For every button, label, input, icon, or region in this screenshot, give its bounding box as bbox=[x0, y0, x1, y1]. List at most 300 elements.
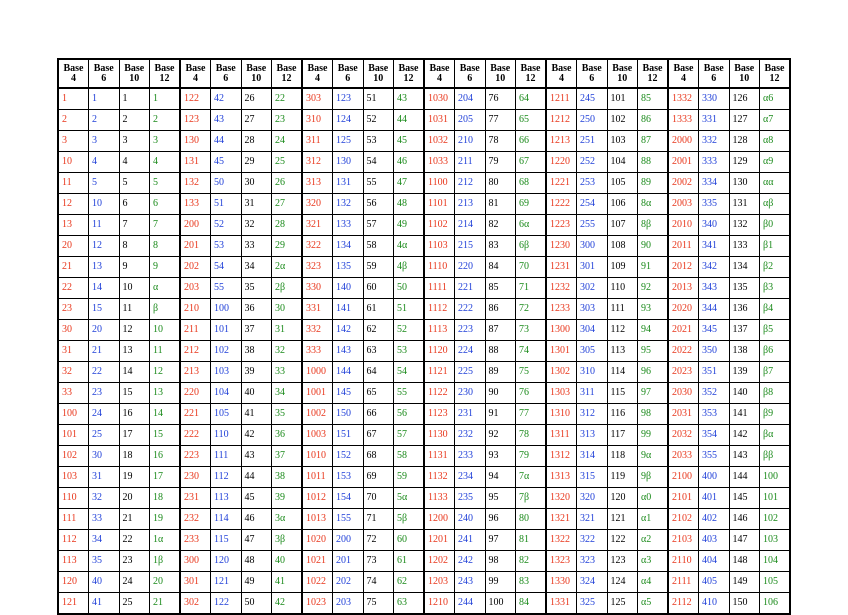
cell-base12: 101 bbox=[760, 488, 791, 509]
cell-base10: 16 bbox=[119, 404, 150, 425]
cell-base4: 2022 bbox=[668, 341, 699, 362]
cell-base12: 97 bbox=[638, 383, 669, 404]
cell-base10: 112 bbox=[607, 320, 638, 341]
cell-base4: 1313 bbox=[546, 467, 577, 488]
cell-base4: 1123 bbox=[424, 404, 455, 425]
table-row bbox=[58, 446, 790, 467]
cell-base10: 56 bbox=[363, 194, 394, 215]
cell-base6: 143 bbox=[333, 341, 364, 362]
cell-base10: 130 bbox=[729, 173, 760, 194]
cell-base4: 113 bbox=[58, 551, 89, 572]
cell-base4: 1122 bbox=[424, 383, 455, 404]
cell-base12: α2 bbox=[638, 530, 669, 551]
cell-base12: 71 bbox=[516, 278, 547, 299]
cell-base4: 1312 bbox=[546, 446, 577, 467]
cell-base12: 103 bbox=[760, 530, 791, 551]
cell-base4: 331 bbox=[302, 299, 333, 320]
cell-base12: 25 bbox=[272, 152, 303, 173]
cell-base6: 322 bbox=[577, 530, 608, 551]
cell-base4: 2012 bbox=[668, 257, 699, 278]
cell-base4: 1103 bbox=[424, 236, 455, 257]
cell-base6: 211 bbox=[455, 152, 486, 173]
table-row bbox=[58, 194, 790, 215]
cell-base4: 2002 bbox=[668, 173, 699, 194]
cell-base12: α9 bbox=[760, 152, 791, 173]
cell-base6: 201 bbox=[333, 551, 364, 572]
cell-base12: 90 bbox=[638, 236, 669, 257]
cell-base6: 335 bbox=[699, 194, 730, 215]
cell-base4: 111 bbox=[58, 509, 89, 530]
column-header-base-12 bbox=[394, 59, 425, 88]
cell-base10: 89 bbox=[485, 362, 516, 383]
cell-base10: 60 bbox=[363, 278, 394, 299]
header-base-number: 6 bbox=[101, 73, 107, 84]
header-base-number: 12 bbox=[159, 73, 170, 84]
cell-base4: 123 bbox=[180, 110, 211, 131]
cell-base10: 91 bbox=[485, 404, 516, 425]
cell-base6: 230 bbox=[455, 383, 486, 404]
cell-base10: 99 bbox=[485, 572, 516, 593]
table-row bbox=[58, 131, 790, 152]
cell-base6: 323 bbox=[577, 551, 608, 572]
cell-base4: 1232 bbox=[546, 278, 577, 299]
cell-base12: 2α bbox=[272, 257, 303, 278]
header-word: Base bbox=[520, 63, 541, 74]
cell-base4: 312 bbox=[302, 152, 333, 173]
cell-base12: 64 bbox=[516, 88, 547, 110]
table-row bbox=[58, 593, 790, 615]
cell-base10: 68 bbox=[363, 446, 394, 467]
cell-base4: 2031 bbox=[668, 404, 699, 425]
cell-base6: 100 bbox=[211, 299, 242, 320]
cell-base4: 1222 bbox=[546, 194, 577, 215]
cell-base4: 20 bbox=[58, 236, 89, 257]
cell-base4: 132 bbox=[180, 173, 211, 194]
table-row bbox=[58, 383, 790, 404]
header-word: Base bbox=[368, 63, 389, 74]
cell-base4: 2011 bbox=[668, 236, 699, 257]
cell-base6: 140 bbox=[333, 278, 364, 299]
cell-base6: 312 bbox=[577, 404, 608, 425]
cell-base12: 44 bbox=[394, 110, 425, 131]
column-header-base-12 bbox=[150, 59, 181, 88]
cell-base10: 51 bbox=[363, 88, 394, 110]
table-row bbox=[58, 551, 790, 572]
cell-base12: 12 bbox=[150, 362, 181, 383]
column-header-base-10 bbox=[241, 59, 272, 88]
cell-base12: β3 bbox=[760, 278, 791, 299]
table-row bbox=[58, 425, 790, 446]
cell-base4: 2000 bbox=[668, 131, 699, 152]
cell-base6: 311 bbox=[577, 383, 608, 404]
cell-base10: 61 bbox=[363, 299, 394, 320]
cell-base4: 1231 bbox=[546, 257, 577, 278]
cell-base10: 12 bbox=[119, 320, 150, 341]
cell-base4: 11 bbox=[58, 173, 89, 194]
cell-base4: 2013 bbox=[668, 278, 699, 299]
cell-base12: 58 bbox=[394, 446, 425, 467]
cell-base12: 81 bbox=[516, 530, 547, 551]
cell-base6: 315 bbox=[577, 467, 608, 488]
cell-base12: β4 bbox=[760, 299, 791, 320]
header-base-number: 10 bbox=[251, 73, 262, 84]
header-word: Base bbox=[185, 63, 206, 74]
cell-base4: 321 bbox=[302, 215, 333, 236]
cell-base10: 36 bbox=[241, 299, 272, 320]
cell-base10: 15 bbox=[119, 383, 150, 404]
cell-base4: 1020 bbox=[302, 530, 333, 551]
cell-base6: 341 bbox=[699, 236, 730, 257]
cell-base4: 101 bbox=[58, 425, 89, 446]
cell-base4: 1131 bbox=[424, 446, 455, 467]
cell-base10: 95 bbox=[485, 488, 516, 509]
cell-base6: 343 bbox=[699, 278, 730, 299]
cell-base12: 42 bbox=[272, 593, 303, 615]
cell-base4: 1320 bbox=[546, 488, 577, 509]
cell-base10: 69 bbox=[363, 467, 394, 488]
cell-base4: 21 bbox=[58, 257, 89, 278]
cell-base10: 118 bbox=[607, 446, 638, 467]
cell-base4: 1323 bbox=[546, 551, 577, 572]
cell-base4: 133 bbox=[180, 194, 211, 215]
cell-base12: 52 bbox=[394, 320, 425, 341]
table-row bbox=[58, 488, 790, 509]
cell-base6: 214 bbox=[455, 215, 486, 236]
cell-base4: 212 bbox=[180, 341, 211, 362]
table-row bbox=[58, 236, 790, 257]
cell-base12: 91 bbox=[638, 257, 669, 278]
cell-base12: β8 bbox=[760, 383, 791, 404]
cell-base6: 404 bbox=[699, 551, 730, 572]
cell-base10: 5 bbox=[119, 173, 150, 194]
cell-base12: 29 bbox=[272, 236, 303, 257]
cell-base4: 22 bbox=[58, 278, 89, 299]
cell-base10: 52 bbox=[363, 110, 394, 131]
cell-base6: 4 bbox=[89, 152, 120, 173]
cell-base6: 215 bbox=[455, 236, 486, 257]
cell-base12: 40 bbox=[272, 551, 303, 572]
cell-base6: 134 bbox=[333, 236, 364, 257]
table-row bbox=[58, 299, 790, 320]
cell-base12: 20 bbox=[150, 572, 181, 593]
cell-base12: 80 bbox=[516, 509, 547, 530]
cell-base4: 313 bbox=[302, 173, 333, 194]
cell-base12: 13 bbox=[150, 383, 181, 404]
cell-base12: α8 bbox=[760, 131, 791, 152]
cell-base12: α5 bbox=[638, 593, 669, 615]
cell-base6: 223 bbox=[455, 320, 486, 341]
header-word: Base bbox=[551, 63, 572, 74]
cell-base12: 105 bbox=[760, 572, 791, 593]
cell-base6: 54 bbox=[211, 257, 242, 278]
cell-base4: 2023 bbox=[668, 362, 699, 383]
table-row bbox=[58, 110, 790, 131]
cell-base10: 23 bbox=[119, 551, 150, 572]
cell-base10: 34 bbox=[241, 257, 272, 278]
cell-base10: 58 bbox=[363, 236, 394, 257]
cell-base10: 82 bbox=[485, 215, 516, 236]
cell-base6: 402 bbox=[699, 509, 730, 530]
header-base-number: 6 bbox=[345, 73, 351, 84]
cell-base12: 5β bbox=[394, 509, 425, 530]
cell-base12: β bbox=[150, 299, 181, 320]
cell-base10: 79 bbox=[485, 152, 516, 173]
header-row bbox=[58, 59, 790, 88]
cell-base10: 63 bbox=[363, 341, 394, 362]
cell-base12: 10 bbox=[150, 320, 181, 341]
cell-base6: 35 bbox=[89, 551, 120, 572]
cell-base10: 43 bbox=[241, 446, 272, 467]
cell-base10: 86 bbox=[485, 299, 516, 320]
cell-base6: 245 bbox=[577, 88, 608, 110]
cell-base4: 2101 bbox=[668, 488, 699, 509]
cell-base6: 40 bbox=[89, 572, 120, 593]
cell-base12: 6β bbox=[516, 236, 547, 257]
cell-base6: 233 bbox=[455, 446, 486, 467]
cell-base6: 130 bbox=[333, 152, 364, 173]
header-base-number: 6 bbox=[223, 73, 229, 84]
cell-base6: 305 bbox=[577, 341, 608, 362]
cell-base4: 332 bbox=[302, 320, 333, 341]
cell-base12: 1 bbox=[150, 88, 181, 110]
cell-base12: 76 bbox=[516, 383, 547, 404]
cell-base10: 106 bbox=[607, 194, 638, 215]
cell-base10: 90 bbox=[485, 383, 516, 404]
cell-base6: 310 bbox=[577, 362, 608, 383]
column-header-base-4 bbox=[58, 59, 89, 88]
cell-base4: 110 bbox=[58, 488, 89, 509]
cell-base12: βα bbox=[760, 425, 791, 446]
cell-base12: 95 bbox=[638, 341, 669, 362]
cell-base6: 135 bbox=[333, 257, 364, 278]
cell-base12: 63 bbox=[394, 593, 425, 615]
cell-base6: 222 bbox=[455, 299, 486, 320]
cell-base6: 155 bbox=[333, 509, 364, 530]
cell-base10: 144 bbox=[729, 467, 760, 488]
cell-base4: 1111 bbox=[424, 278, 455, 299]
cell-base10: 26 bbox=[241, 88, 272, 110]
cell-base6: 202 bbox=[333, 572, 364, 593]
cell-base10: 3 bbox=[119, 131, 150, 152]
cell-base10: 124 bbox=[607, 572, 638, 593]
cell-base4: 1101 bbox=[424, 194, 455, 215]
cell-base6: 354 bbox=[699, 425, 730, 446]
cell-base4: 311 bbox=[302, 131, 333, 152]
cell-base4: 102 bbox=[58, 446, 89, 467]
cell-base12: 94 bbox=[638, 320, 669, 341]
cell-base10: 150 bbox=[729, 593, 760, 615]
cell-base4: 231 bbox=[180, 488, 211, 509]
cell-base4: 1220 bbox=[546, 152, 577, 173]
cell-base4: 2001 bbox=[668, 152, 699, 173]
cell-base10: 131 bbox=[729, 194, 760, 215]
cell-base6: 42 bbox=[211, 88, 242, 110]
cell-base6: 345 bbox=[699, 320, 730, 341]
cell-base10: 4 bbox=[119, 152, 150, 173]
cell-base4: 1201 bbox=[424, 530, 455, 551]
cell-base6: 43 bbox=[211, 110, 242, 131]
cell-base10: 114 bbox=[607, 362, 638, 383]
cell-base12: 36 bbox=[272, 425, 303, 446]
cell-base10: 35 bbox=[241, 278, 272, 299]
cell-base6: 153 bbox=[333, 467, 364, 488]
cell-base10: 149 bbox=[729, 572, 760, 593]
cell-base12: 54 bbox=[394, 362, 425, 383]
cell-base12: 60 bbox=[394, 530, 425, 551]
cell-base4: 1102 bbox=[424, 215, 455, 236]
cell-base12: 22 bbox=[272, 88, 303, 110]
header-word: Base bbox=[734, 63, 755, 74]
column-header-base-12 bbox=[760, 59, 791, 88]
cell-base10: 105 bbox=[607, 173, 638, 194]
cell-base12: 5α bbox=[394, 488, 425, 509]
cell-base6: 221 bbox=[455, 278, 486, 299]
cell-base10: 148 bbox=[729, 551, 760, 572]
header-word: Base bbox=[581, 63, 602, 74]
header-word: Base bbox=[124, 63, 145, 74]
cell-base4: 33 bbox=[58, 383, 89, 404]
header-base-number: 12 bbox=[525, 73, 536, 84]
cell-base10: 135 bbox=[729, 278, 760, 299]
cell-base6: 244 bbox=[455, 593, 486, 615]
cell-base12: 2β bbox=[272, 278, 303, 299]
cell-base12: 47 bbox=[394, 173, 425, 194]
cell-base4: 1112 bbox=[424, 299, 455, 320]
cell-base10: 11 bbox=[119, 299, 150, 320]
cell-base4: 31 bbox=[58, 341, 89, 362]
cell-base12: 23 bbox=[272, 110, 303, 131]
cell-base4: 221 bbox=[180, 404, 211, 425]
cell-base12: 45 bbox=[394, 131, 425, 152]
cell-base4: 2030 bbox=[668, 383, 699, 404]
cell-base12: 4β bbox=[394, 257, 425, 278]
cell-base10: 128 bbox=[729, 131, 760, 152]
cell-base6: 22 bbox=[89, 362, 120, 383]
cell-base6: 44 bbox=[211, 131, 242, 152]
column-header-base-6 bbox=[211, 59, 242, 88]
cell-base4: 1021 bbox=[302, 551, 333, 572]
cell-base10: 141 bbox=[729, 404, 760, 425]
cell-base4: 32 bbox=[58, 362, 89, 383]
header-base-number: 10 bbox=[739, 73, 750, 84]
cell-base10: 121 bbox=[607, 509, 638, 530]
cell-base12: 15 bbox=[150, 425, 181, 446]
cell-base4: 1003 bbox=[302, 425, 333, 446]
cell-base6: 125 bbox=[333, 131, 364, 152]
cell-base4: 1032 bbox=[424, 131, 455, 152]
cell-base6: 41 bbox=[89, 593, 120, 615]
cell-base4: 1212 bbox=[546, 110, 577, 131]
header-word: Base bbox=[246, 63, 267, 74]
cell-base6: 243 bbox=[455, 572, 486, 593]
cell-base10: 76 bbox=[485, 88, 516, 110]
cell-base4: 2032 bbox=[668, 425, 699, 446]
cell-base12: 106 bbox=[760, 593, 791, 615]
cell-base10: 8 bbox=[119, 236, 150, 257]
cell-base10: 77 bbox=[485, 110, 516, 131]
cell-base4: 300 bbox=[180, 551, 211, 572]
header-base-number: 10 bbox=[373, 73, 384, 84]
cell-base12: 104 bbox=[760, 551, 791, 572]
cell-base12: α6 bbox=[760, 88, 791, 110]
cell-base4: 1310 bbox=[546, 404, 577, 425]
cell-base10: 37 bbox=[241, 320, 272, 341]
cell-base10: 80 bbox=[485, 173, 516, 194]
cell-base10: 25 bbox=[119, 593, 150, 615]
cell-base10: 10 bbox=[119, 278, 150, 299]
cell-base4: 3 bbox=[58, 131, 89, 152]
cell-base12: 70 bbox=[516, 257, 547, 278]
cell-base4: 1331 bbox=[546, 593, 577, 615]
cell-base12: 57 bbox=[394, 425, 425, 446]
cell-base12: 4α bbox=[394, 236, 425, 257]
cell-base10: 81 bbox=[485, 194, 516, 215]
cell-base4: 1223 bbox=[546, 215, 577, 236]
cell-base4: 310 bbox=[302, 110, 333, 131]
cell-base6: 55 bbox=[211, 278, 242, 299]
cell-base6: 405 bbox=[699, 572, 730, 593]
header-base-number: 4 bbox=[315, 73, 320, 84]
cell-base6: 12 bbox=[89, 236, 120, 257]
cell-base4: 1022 bbox=[302, 572, 333, 593]
cell-base12: 34 bbox=[272, 383, 303, 404]
header-base-number: 10 bbox=[617, 73, 628, 84]
cell-base12: 11 bbox=[150, 341, 181, 362]
cell-base4: 1133 bbox=[424, 488, 455, 509]
cell-base12: 75 bbox=[516, 362, 547, 383]
cell-base6: 210 bbox=[455, 131, 486, 152]
column-header-base-10 bbox=[485, 59, 516, 88]
cell-base4: 1203 bbox=[424, 572, 455, 593]
cell-base10: 21 bbox=[119, 509, 150, 530]
cell-base12: 31 bbox=[272, 320, 303, 341]
cell-base4: 320 bbox=[302, 194, 333, 215]
cell-base6: 15 bbox=[89, 299, 120, 320]
cell-base6: 122 bbox=[211, 593, 242, 615]
cell-base4: 1322 bbox=[546, 530, 577, 551]
cell-base10: 57 bbox=[363, 215, 394, 236]
cell-base4: 1132 bbox=[424, 467, 455, 488]
cell-base12: αβ bbox=[760, 194, 791, 215]
cell-base12: 99 bbox=[638, 425, 669, 446]
cell-base6: 141 bbox=[333, 299, 364, 320]
cell-base10: 45 bbox=[241, 488, 272, 509]
cell-base10: 39 bbox=[241, 362, 272, 383]
cell-base12: 3 bbox=[150, 131, 181, 152]
cell-base4: 1311 bbox=[546, 425, 577, 446]
cell-base6: 132 bbox=[333, 194, 364, 215]
cell-base6: 142 bbox=[333, 320, 364, 341]
cell-base10: 111 bbox=[607, 299, 638, 320]
cell-base10: 44 bbox=[241, 467, 272, 488]
cell-base10: 73 bbox=[363, 551, 394, 572]
cell-base4: 1113 bbox=[424, 320, 455, 341]
cell-base10: 38 bbox=[241, 341, 272, 362]
table-row bbox=[58, 215, 790, 236]
cell-base12: 8β bbox=[638, 215, 669, 236]
cell-base12: 7β bbox=[516, 488, 547, 509]
cell-base12: 59 bbox=[394, 467, 425, 488]
cell-base12: 74 bbox=[516, 341, 547, 362]
cell-base6: 133 bbox=[333, 215, 364, 236]
cell-base4: 1333 bbox=[668, 110, 699, 131]
cell-base4: 333 bbox=[302, 341, 333, 362]
cell-base4: 1303 bbox=[546, 383, 577, 404]
header-word: Base bbox=[215, 63, 236, 74]
cell-base4: 1033 bbox=[424, 152, 455, 173]
cell-base10: 66 bbox=[363, 404, 394, 425]
cell-base6: 351 bbox=[699, 362, 730, 383]
